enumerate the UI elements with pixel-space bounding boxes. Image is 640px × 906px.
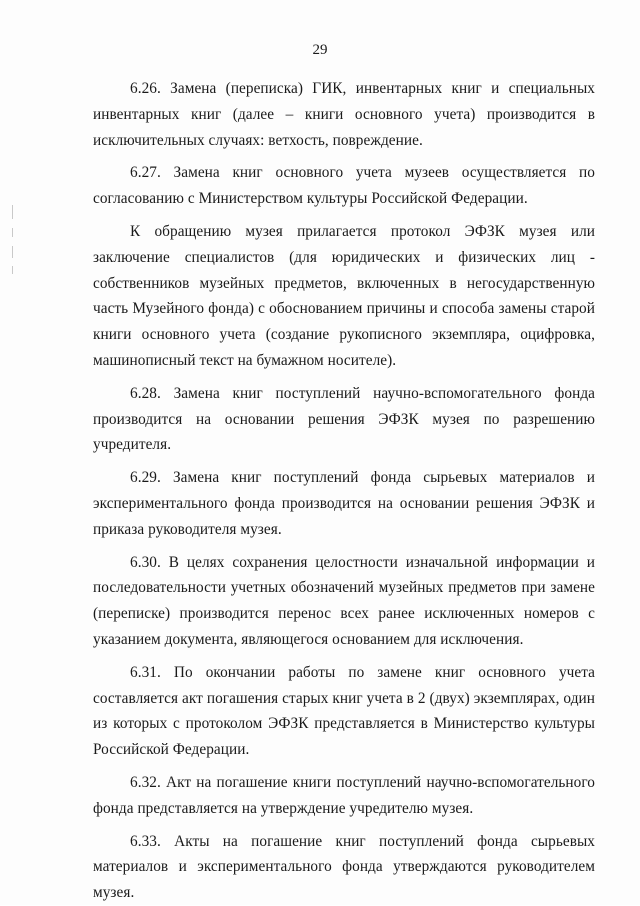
paragraph-6-28: 6.28. Замена книг поступлений научно-вспомогательного фонда производится на основании решения ЭФЗК музея по разрешению учредителя. bbox=[93, 384, 595, 454]
scan-artifact bbox=[12, 266, 13, 274]
paragraph-6-30: 6.30. В целях сохранения целостности изначальной информации и последовательности учетных обозначений музейных предметов при замене (переписке) производится перенос всех ранее исключенных номеров с указанием документа, являющегося основанием для исключения. bbox=[93, 553, 595, 648]
paragraph-6-32: 6.32. Акт на погашение книги поступлений научно-вспомогательного фонда представляется на утверждение учредителю музея. bbox=[93, 773, 595, 817]
page-content bbox=[93, 76, 595, 906]
paragraph-6-27: 6.27. Замена книг основного учета музеев осуществляется по согласованию с Министерством культуры Российской Федерации. bbox=[93, 164, 595, 208]
paragraph-6-31: 6.31. По окончании работы по замене книг основного учета составляется акт погашения старых книг учета в 2 (двух) экземплярах, один из которых с протоколом ЭФЗК представляется в Министерство культуры Российской Федерации. bbox=[93, 663, 595, 759]
paragraph-6-26: 6.26. Замена (переписка) ГИК, инвентарных книг и специальных инвентарных книг (далее – книги основного учета) производится в исключительных случаях: ветхость, повреждение. bbox=[93, 80, 595, 149]
scan-artifact bbox=[12, 246, 13, 258]
page-number: 29 bbox=[312, 42, 328, 58]
scan-artifact bbox=[12, 205, 13, 219]
paragraph-6-29: 6.29. Замена книг поступлений фонда сырьевых материалов и экспериментального фонда производится на основании решения ЭФЗК и приказа руководителя музея. bbox=[93, 469, 595, 538]
paragraph-6-33: 6.33. Акты на погашение книг поступлений фонда сырьевых материалов и экспериментального фонда утверждаются руководителем музея. bbox=[93, 832, 595, 902]
scan-artifact bbox=[12, 228, 13, 237]
paragraph-appeal: К обращению музея прилагается протокол ЭФЗК музея или заключение специалистов (для юридических и физических лиц - собственников музейных предметов, включенных в негосударственную часть Музейного фонда) с обоснованием причины и способа замены старой книги основного учета (создание рукописного экземпляра, оцифровка, машинописный текст на бумажном носителе). bbox=[93, 222, 595, 369]
